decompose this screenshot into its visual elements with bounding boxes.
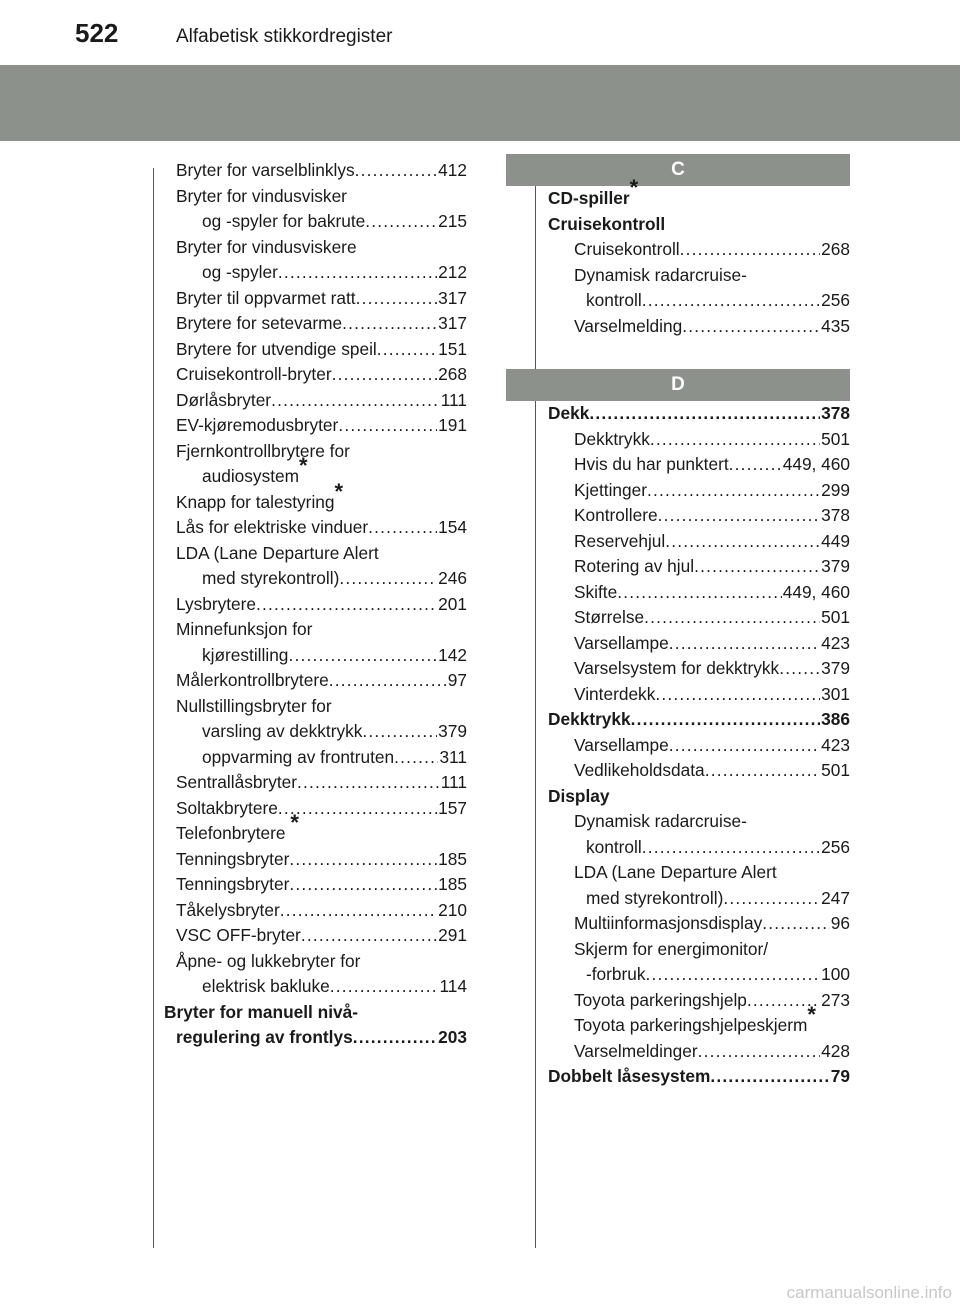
index-entry: Toyota parkeringshjelp ..... 273 [548,988,850,1014]
index-entry: oppvarming av frontruten ..... 311 [164,745,467,771]
section-header-d: D [506,369,850,401]
index-entry: Knapp for talestyring* [176,478,344,512]
index-column-left [164,158,467,1051]
index-entry: Hvis du har punktert ..... 449, 460 [548,452,850,478]
index-entry: Fjernkontrollbrytere for [176,440,350,461]
index-entry: Dekktrykk ..... 386 [548,707,850,733]
index-entry: LDA (Lane Departure Alert [574,862,777,882]
index-entry: Størrelse ..... 501 [548,605,850,631]
footnote-star: * [290,810,299,836]
index-entry: VSC OFF-bryter ..... 291 [164,923,467,949]
index-entry: Dynamisk radarcruise- [574,264,747,285]
index-entry: -forbruk ..... 100 [548,962,850,988]
index-entry: Bryter for varselblinklys ..... 412 [164,158,467,184]
index-entry: Brytere for setevarme ..... 317 [164,311,467,337]
index-entry: Sentrallåsbryter ..... 111 [164,770,467,796]
index-entry: Bryter til oppvarmet ratt ..... 317 [164,286,467,312]
index-entry: Multiinformasjonsdisplay ..... 96 [548,911,850,937]
index-entry: Nullstillingsbryter for [176,695,332,716]
section-header-c: C [506,154,850,186]
index-entry: Varselmeldinger ..... 428 [548,1039,850,1065]
index-entry: Kontrollere ..... 378 [548,503,850,529]
index-entry: Bryter for vindusvisker [176,185,347,206]
footnote-star: * [299,453,308,479]
index-entry: Vinterdekk ..... 301 [548,682,850,708]
index-entry: Reservehjul ..... 449 [548,529,850,555]
index-entry: Cruisekontroll ..... 268 [548,237,850,263]
index-entry: Brytere for utvendige speil ..... 151 [164,337,467,363]
index-entry: Varsellampe ..... 423 [548,733,850,759]
index-entry: regulering av frontlys ..... 203 [164,1025,467,1051]
index-entry: Dekk ..... 378 [548,401,850,427]
column-rule-right [535,168,536,1248]
index-entry: varsling av dekktrykk ..... 379 [164,719,467,745]
header-band [0,65,960,141]
footnote-star: * [807,1002,816,1028]
index-entry: Lås for elektriske vinduer ..... 154 [164,515,467,541]
index-entry: Dobbelt låsesystem ..... 79 [548,1064,850,1090]
index-entry: Lysbrytere ..... 201 [164,592,467,618]
index-entry: Telefonbrytere * [176,810,299,843]
index-entry: Skjerm for energimonitor/ [574,938,769,959]
index-entry: Tenningsbryter ..... 185 [164,872,467,898]
index-entry: Soltakbrytere ..... 157 [164,796,467,822]
page-title: Alfabetisk stikkordregister [176,26,393,47]
index-entry: Målerkontrollbrytere ..... 97 [164,668,467,694]
index-entry: LDA (Lane Departure Alert [176,542,379,563]
index-entry: elektrisk bakluke ..... 114 [164,974,467,1000]
index-entry: kontroll ..... 256 [548,835,850,861]
index-entry: kontroll ..... 256 [548,288,850,314]
index-entry: med styrekontroll) ..... 246 [164,566,467,592]
index-entry: Dørlåsbryter ..... 111 [164,388,467,414]
index-entry: Minnefunksjon for [176,619,313,639]
footnote-star: * [334,478,344,504]
index-entry: EV-kjøremodusbryter ..... 191 [164,413,467,439]
index-entry: Vedlikeholdsdata ..... 501 [548,758,850,784]
index-entry: audiosystem* [202,453,308,486]
index-entry: Tenningsbryter ..... 185 [164,847,467,873]
index-entry: og -spyler for bakrute ..... 215 [164,209,467,235]
index-entry: Bryter for vindusviskere [176,236,357,257]
index-entry: Toyota parkeringshjelpeskjerm* [574,1002,816,1035]
index-entry: Cruisekontroll-bryter ..... 268 [164,362,467,388]
index-entry: Display [548,785,610,806]
index-entry: Bryter for manuell nivå- [164,1001,358,1022]
index-entry: og -spyler ..... 212 [164,260,467,286]
index-entry: Åpne- og lukkebryter for [176,950,361,971]
index-entry: Dekktrykk ..... 501 [548,427,850,453]
index-entry: Rotering av hjul ..... 379 [548,554,850,580]
index-entry: Tåkelysbryter ..... 210 [164,898,467,924]
watermark: carmanualsonline.info [786,1283,952,1302]
index-entry: Kjettinger ..... 299 [548,478,850,504]
index-entry: Varselmelding ..... 435 [548,314,850,340]
index-entry: kjørestilling ..... 142 [164,643,467,669]
column-rule-left [153,168,154,1248]
index-entry: Dynamisk radarcruise- [574,811,747,831]
footnote-star: * [629,175,639,201]
page-number: 522 [75,18,119,48]
index-entry: Varselsystem for dekktrykk ..... 379 [548,656,850,682]
index-entry: CD-spiller* [548,175,639,208]
index-entry: med styrekontroll) ..... 247 [548,886,850,912]
index-entry: Skifte ..... 449, 460 [548,580,850,606]
index-column-right [548,154,850,1090]
index-entry: Varsellampe ..... 423 [548,631,850,657]
index-entry: Cruisekontroll [548,213,666,234]
